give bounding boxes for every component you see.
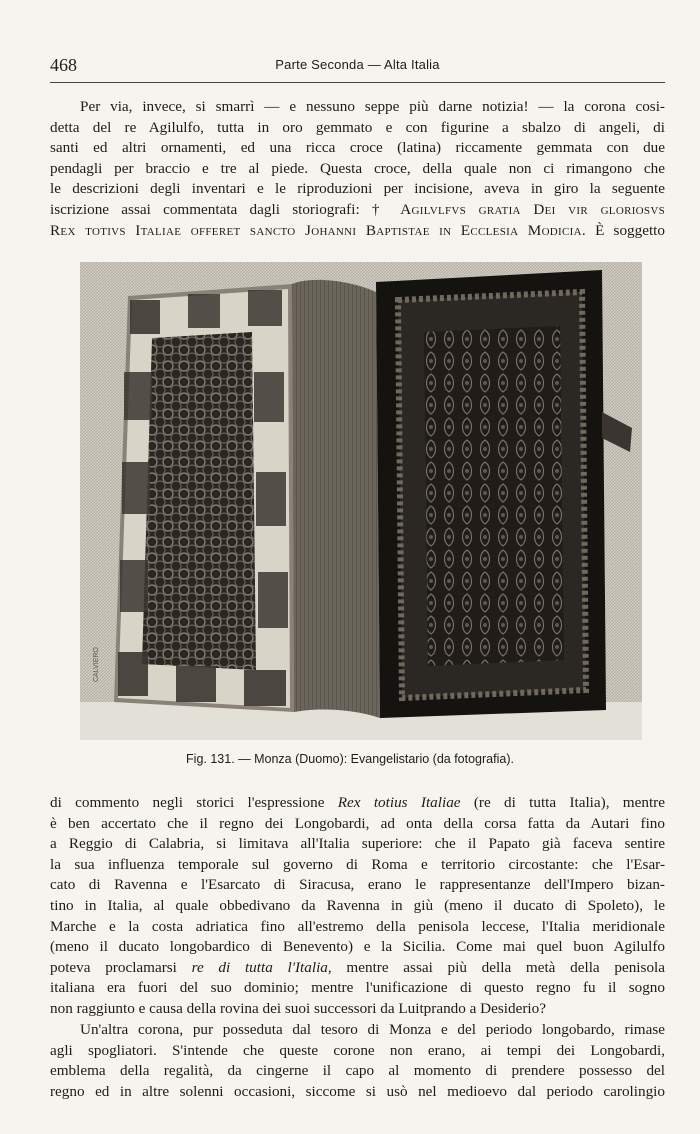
text-line: non raggiunto e causa della rovina dei suoi successori da Luitprando a Desiderio?: [50, 999, 546, 1017]
engraver-signature: CALVIERO: [93, 647, 100, 682]
text-span: È soggetto: [585, 221, 665, 239]
inscription-part-2: Rex totivs Italiae offeret sancto Johanni Baptistae in Ecclesia Modicia.: [50, 221, 586, 239]
evangeliary-figure: [80, 262, 642, 740]
text-line: emblema della regalità, da cingerne il capo al momento di prendere possesso del: [50, 1062, 665, 1080]
text-line: [50, 221, 665, 242]
text-line: regno ed in altre solenni occasioni, siccome si usò nel medioevo dal periodo carolingio: [50, 1082, 665, 1100]
left-cover: [114, 284, 294, 712]
page-header: [50, 55, 665, 79]
text-line: italiana era fuori del suo dominio; mentre l'unificazione di questo regno fu il sogno: [50, 979, 665, 997]
evangeliary-illustration: [80, 262, 642, 740]
text-line: [50, 793, 665, 814]
text-span: di commento negli storici l'espressione: [50, 794, 338, 811]
text-span: iscrizione assai commentata dagli storiografi: †: [50, 200, 401, 218]
text-line: Un'altra corona, pur posseduta dal tesoro di Monza e del periodo longobardo, rimase: [80, 1021, 665, 1038]
text-line: le descrizioni degli inventari e le riproduzioni per incisione, aveva in giro la seguente: [50, 180, 665, 198]
paragraph-1: [50, 97, 665, 241]
text-line: tino in Italia, al quale obbedivano da Ravenna in giù (meno il ducato di Spoleto), le: [50, 896, 665, 914]
inscription-part-1: Agilvlfvs gratia Dei vir gloriosvs: [400, 200, 665, 218]
text-line: cato di Ravenna e l'Esarcato di Siracusa, erano le rappresentanze dell'Impero bizan-: [50, 876, 665, 894]
text-line: la sua influenza temporale sul governo di Roma e territorio circostante: che l'Esar-: [50, 855, 665, 873]
paragraph-2: [50, 793, 665, 1020]
text-span: (re di tutta Italia), mentre: [460, 794, 665, 811]
book-spine: [292, 280, 380, 718]
text-span: poteva proclamarsi: [50, 958, 192, 976]
right-cover: [376, 270, 632, 718]
text-line: Marche e la costa adriatica fino all'estremo della penisola leccese, l'Italia meridionale: [50, 917, 665, 935]
figure-caption: Fig. 131. — Monza (Duomo): Evangelistario (da fotografia).: [186, 752, 514, 766]
text-line: santi ed altri ornamenti, ed una ricca croce (latina) riccamente gemmata con due: [50, 139, 665, 157]
italic-phrase: Rex totius Italiae: [337, 794, 461, 811]
text-line: Per via, invece, si smarrì — e nessuno seppe più darne notizia! — la corona cosi-: [80, 98, 665, 115]
text-line: pendagli per braccio e tre al piede. Questa croce, della quale non ci rimangono che: [50, 159, 665, 177]
running-title: Parte Seconda — Alta Italia: [275, 57, 440, 72]
text-line: a Reggio di Calabria, si limitava all'Italia superiore: che il Papato già faceva sentire: [50, 835, 665, 853]
paragraph-3: [50, 1020, 665, 1102]
text-line: detta del re Agilulfo, tutta in oro gemmato e con figurine a sbalzo di angeli, di: [50, 118, 665, 136]
page-number: 468: [50, 55, 77, 75]
text-line: agli spogliatori. S'intende che queste corone non erano, ai tempi dei Longobardi,: [50, 1041, 665, 1059]
text-line: (meno il ducato longobardico di Benevento) e la Sicilia. Come mai quel buon Agilulfo: [50, 938, 665, 956]
text-line: [50, 958, 665, 979]
text-line: è ben accertato che il regno dei Longobardi, ad onta della corsa fatta da Autari fino: [50, 814, 665, 832]
text-line: [50, 200, 665, 221]
italic-phrase: re di tutta l'Italia: [191, 958, 328, 976]
header-rule: [50, 82, 665, 83]
text-span: , mentre assai più della metà della penisola: [327, 958, 665, 976]
